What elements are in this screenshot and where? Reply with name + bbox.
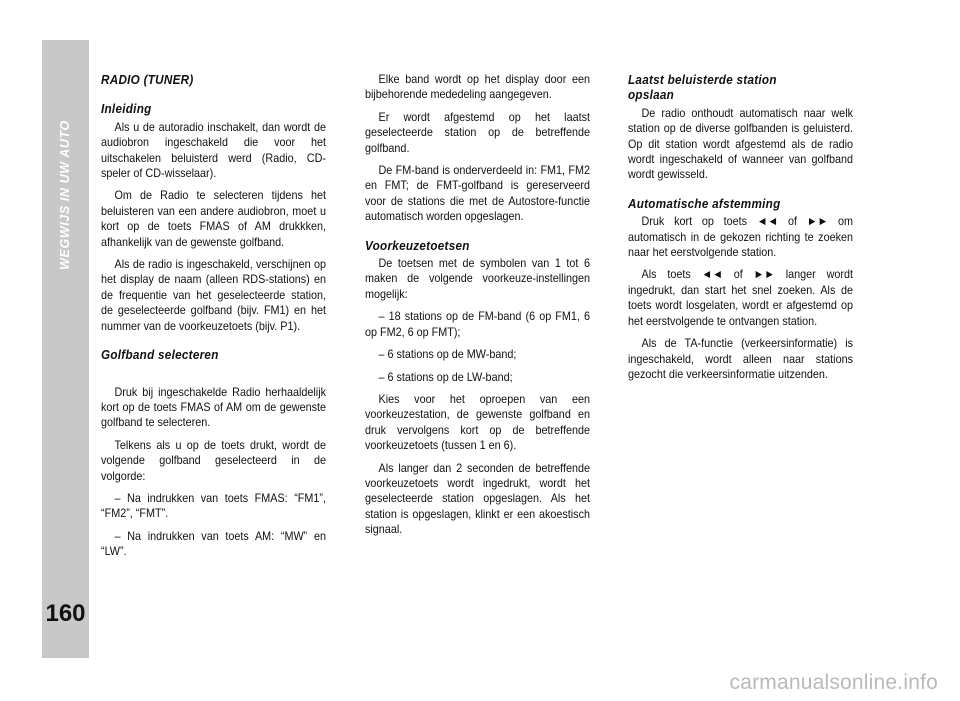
section-tab	[52, 75, 78, 315]
subheading-laatst-beluisterde: Laatst beluisterde station	[628, 72, 777, 87]
column-3	[628, 72, 853, 389]
subheading-opslaan: opslaan	[628, 87, 675, 103]
paragraph: Er wordt afgestemd op het laatst geselecteerde station op de betreffende golfband.	[365, 109, 590, 155]
subheading-inleiding: Inleiding	[101, 101, 152, 117]
paragraph: Als de radio is ingeschakeld, verschijnen op het display de naam (alleen RDS-stations) en de frequentie van het geselecteerde station, de geselecteerde golfband (bijv. FM1) en het nummer van de voorkeuzetoets (bijv. P1).	[101, 257, 326, 333]
column-2	[365, 72, 590, 545]
list-item: – 18 stations op de FM-band (6 op FM1, 6 op FM2, 6 op FMT);	[365, 309, 590, 339]
paragraph: Als toets ◄◄ of ►► langer wordt ingedrukt, dan start het snel zoeken. Als de toets wordt losgelaten, wordt er afgestemd op het eerstvolgende te ontvangen station.	[628, 267, 853, 328]
section-title: WEGWIJS IN UW AUTO	[58, 120, 72, 270]
subheading-automatische-afstemming: Automatische afstemming	[628, 195, 781, 211]
paragraph: Druk kort op toets ◄◄ of ►► om automatisch in de gekozen richting te zoeken naar het eerstvolgende station.	[628, 214, 853, 260]
section-heading-radio: RADIO (TUNER)	[101, 72, 194, 87]
paragraph: Om de Radio te selecteren tijdens het beluisteren van een andere audiobron, moet u kort op de toets FMAS of AM drukkken, afhankelijk van de gewenste golfband.	[101, 188, 326, 249]
watermark: carmanualsonline.info	[729, 671, 938, 694]
paragraph: Kies voor het oproepen van een voorkeuzestation, de gewenste golfband en druk vervolgens kort op de betreffende voorkeuzetoets (tussen 1 en 6).	[365, 391, 590, 453]
paragraph: De FM-band is onderverdeeld in: FM1, FM2 en FMT; de FMT-golfband is gereserveerd voor de stations die met de Autostore-functie automatisch worden opgeslagen.	[365, 163, 590, 224]
subheading-golfband: Golfband selecteren	[101, 347, 219, 363]
list-item: – 6 stations op de LW-band;	[378, 369, 513, 384]
subheading-voorkeuzetoetsen: Voorkeuzetoetsen	[365, 237, 470, 253]
paragraph: Als langer dan 2 seconden de betreffende voorkeuzetoets wordt ingedrukt, wordt het geselecteerde station opgeslagen. Als het station is opgeslagen, klinkt er een akoestisch signaal.	[365, 460, 590, 537]
paragraph: Elke band wordt op het display door een bijbehorende mededeling aangegeven.	[365, 72, 590, 102]
list-item: – Na indrukken van toets AM: “MW” en “LW”.	[101, 528, 326, 559]
paragraph: De radio onthoudt automatisch naar welk station op de diverse golfbanden is geluisterd. Op dit station wordt afgestemd als de radio wordt ingeschakeld of wanneer van golfband wordt gewisseld.	[628, 105, 853, 182]
list-item: – 6 stations op de MW-band;	[378, 347, 517, 362]
paragraph: Als de TA-functie (verkeersinformatie) is ingeschakeld, wordt alleen naar stations gezocht die verkeersinformatie uitzenden.	[628, 336, 853, 381]
paragraph: Telkens als u op de toets drukt, wordt de volgende golfband geselecteerd in de volgorde:	[101, 437, 326, 483]
paragraph: Als u de autoradio inschakelt, dan wordt de audiobron ingeschakeld die voor het uitschakelen beluisterd werd (Radio, CD-speler of CD-wisselaar).	[101, 119, 326, 181]
paragraph: Druk bij ingeschakelde Radio herhaaldelijk kort op de toets FMAS of AM om de gewenste golfband te selecteren.	[101, 384, 326, 430]
page-number: 160	[45, 600, 86, 627]
list-item: – Na indrukken van toets FMAS: “FM1”, “FM2”, “FMT”.	[101, 490, 326, 521]
column-1	[101, 72, 326, 567]
paragraph: De toetsen met de symbolen van 1 tot 6 maken de volgende voorkeuze-instellingen mogelijk:	[365, 256, 590, 301]
